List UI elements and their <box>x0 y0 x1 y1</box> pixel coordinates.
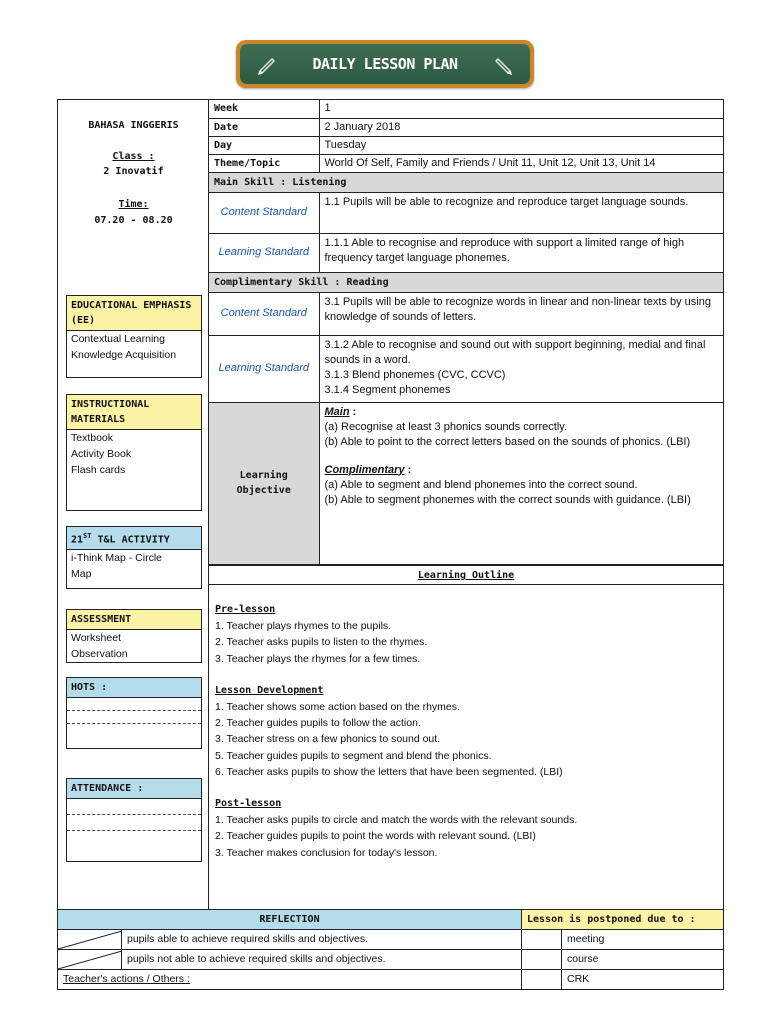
lesson-development-heading: Lesson Development <box>215 684 324 696</box>
tl-activity-box <box>66 526 202 589</box>
main-learning-standard-text: 1.1.1 Able to recognise and reproduce with support a limited range of high frequency target language phonemes. <box>319 233 723 272</box>
lesson-info-table <box>209 100 723 565</box>
assessment-item: Worksheet <box>71 632 121 644</box>
date-label: Date <box>209 118 319 136</box>
comp-content-standard-text: 3.1 Pupils will be able to recognize words in linear and non-linear texts by using knowledge of sounds of letters. <box>319 292 723 335</box>
objective-main-heading: Main : <box>324 405 357 418</box>
objective-comp-line: (b) Able to segment phonemes with the correct sounds with guidance. (LBI) <box>324 493 691 506</box>
activity-item: Map <box>71 568 92 581</box>
ee-item: Contextual Learning <box>71 333 165 345</box>
comp-learning-line: 3.1.4 Segment phonemes <box>324 383 451 396</box>
title-banner <box>236 40 534 88</box>
theme-value: World Of Self, Family and Friends / Unit 11, Unit 12, Unit 13, Unit 14 <box>319 154 723 172</box>
main-content-standard-text: 1.1 Pupils will be able to recognize and reproduce target language sounds. <box>319 192 723 233</box>
postpone-checkbox[interactable] <box>522 930 562 950</box>
material-item: Flash cards <box>71 464 126 476</box>
development-step: 3. Teacher stress on a few phonics to sound out. <box>215 733 441 746</box>
diagonal-line-icon <box>58 930 122 950</box>
time-value: 07.20 - 08.20 <box>94 215 173 226</box>
week-label: Week <box>209 100 319 118</box>
hots-box <box>66 677 202 749</box>
postpone-checkbox[interactable] <box>522 950 562 970</box>
objective-comp-heading: Complimentary : <box>324 463 412 476</box>
post-lesson-step: 3. Teacher makes conclusion for today's lesson. <box>215 846 438 859</box>
material-item: Textbook <box>71 432 114 444</box>
time-label: Time: <box>118 199 149 210</box>
class-value: 2 Inovatif <box>103 166 164 177</box>
pre-lesson-step: 3. Teacher plays the rhymes for a few times. <box>215 652 421 665</box>
banner-title: DAILY LESSON PLAN <box>312 55 458 73</box>
diagonal-line-icon <box>58 950 122 970</box>
attendance-line <box>67 799 201 815</box>
activity-item: i-Think Map - Circle <box>71 552 163 565</box>
comp-learning-line: 3.1.2 Able to recognise and sound out with support beginning, medial and final sounds in a word. <box>324 338 706 366</box>
day-label: Day <box>209 136 319 154</box>
material-item: Activity Book <box>71 448 132 460</box>
banner-chalkboard <box>240 44 530 84</box>
learning-objective-text <box>319 402 723 564</box>
main-skill-heading: Main Skill : Listening <box>209 172 723 192</box>
development-step: 1. Teacher shows some action based on the rhymes. <box>215 701 460 714</box>
comp-learning-standard-text <box>319 335 723 402</box>
educational-emphasis-title: EDUCATIONAL EMPHASIS (EE) <box>67 296 201 331</box>
assessment-box <box>66 609 202 663</box>
lesson-plan-frame <box>57 99 724 910</box>
comp-content-standard-label: Content Standard <box>209 292 319 335</box>
comp-learning-line: 3.1.3 Blend phonemes (CVC, CCVC) <box>324 368 506 381</box>
development-step: 6. Teacher asks pupils to show the letters that have been segmented. (LBI) <box>215 765 563 778</box>
teacher-actions-field[interactable]: Teacher's actions / Others : <box>58 970 522 990</box>
reflection-heading: REFLECTION <box>58 910 522 930</box>
post-lesson-step: 1. Teacher asks pupils to circle and match the words with the relevant sounds. <box>215 814 578 827</box>
day-value: Tuesday <box>319 136 723 154</box>
postpone-checkbox[interactable] <box>522 970 562 990</box>
theme-label: Theme/Topic <box>209 154 319 172</box>
post-lesson-heading: Post-lesson <box>215 798 282 810</box>
pencil-icon <box>256 53 278 75</box>
hots-title: HOTS : <box>67 678 201 698</box>
main-content-standard-label: Content Standard <box>209 192 319 233</box>
reflection-checkbox[interactable] <box>58 950 122 970</box>
hots-line <box>67 724 201 737</box>
complimentary-skill-heading: Complimentary Skill : Reading <box>209 272 723 292</box>
subject-name: BAHASA INGGERIS <box>88 120 179 131</box>
development-step: 5. Teacher guides pupils to segment and blend the phonics. <box>215 749 492 762</box>
main-learning-standard-label: Learning Standard <box>209 233 319 272</box>
instructional-materials-box <box>66 394 202 511</box>
pre-lesson-step: 2. Teacher asks pupils to listen to the rhymes. <box>215 636 428 649</box>
assessment-item: Observation <box>71 648 128 660</box>
educational-emphasis-box <box>66 295 202 378</box>
comp-learning-standard-label: Learning Standard <box>209 335 319 402</box>
reflection-row-text: pupils not able to achieve required skills and objectives. <box>122 950 522 970</box>
postpone-reason: CRK <box>562 970 724 990</box>
attendance-box <box>66 778 202 862</box>
right-column <box>209 100 723 909</box>
attendance-title: ATTENDANCE : <box>67 779 201 799</box>
hots-line <box>67 711 201 724</box>
objective-comp-line: (a) Able to segment and blend phonemes into the correct sound. <box>324 478 638 491</box>
week-value: 1 <box>319 100 723 118</box>
date-value: 2 January 2018 <box>319 118 723 136</box>
reflection-table <box>57 909 724 990</box>
learning-objective-label: Learning Objective <box>209 402 319 564</box>
left-column <box>58 100 209 909</box>
postponed-heading: Lesson is postponed due to : <box>522 910 724 930</box>
pre-lesson-step: 1. Teacher plays rhymes to the pupils. <box>215 620 392 633</box>
attendance-line <box>67 815 201 831</box>
pencil-icon <box>492 53 514 75</box>
postpone-reason: course <box>562 950 724 970</box>
postpone-reason: meeting <box>562 930 724 950</box>
learning-outline-body <box>215 602 715 861</box>
instructional-materials-title: INSTRUCTIONAL MATERIALS <box>67 395 201 430</box>
reflection-row-text: pupils able to achieve required skills and objectives. <box>122 930 522 950</box>
assessment-title: ASSESSMENT <box>67 610 201 630</box>
pre-lesson-heading: Pre-lesson <box>215 604 276 615</box>
development-step: 2. Teacher guides pupils to follow the action. <box>215 717 421 730</box>
reflection-checkbox[interactable] <box>58 930 122 950</box>
objective-main-line: (b) Able to point to the correct letters based on the sounds of phonics. (LBI) <box>324 435 691 448</box>
post-lesson-step: 2. Teacher guides pupils to point the words with relevant sound. (LBI) <box>215 830 536 843</box>
tl-activity-title: 21ST T&L ACTIVITY <box>67 527 201 550</box>
learning-outline-heading: Learning Outline <box>209 565 723 585</box>
class-label: Class : <box>112 151 155 162</box>
hots-line <box>67 698 201 711</box>
attendance-line <box>67 831 201 847</box>
objective-main-line: (a) Recognise at least 3 phonics sounds correctly. <box>324 420 568 433</box>
ee-item: Knowledge Acquisition <box>71 349 177 361</box>
